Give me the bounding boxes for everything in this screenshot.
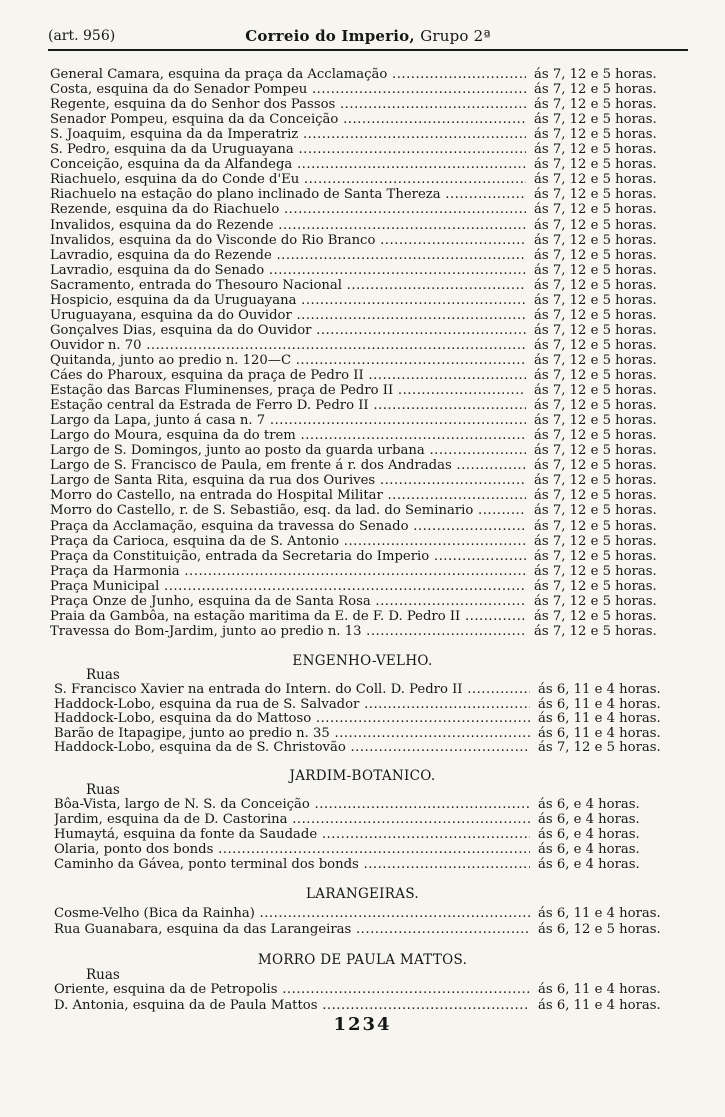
collection-hours: ás 7, 12 e 5 horas. (534, 473, 657, 489)
schedule-row (50, 624, 690, 639)
schedule-row (50, 579, 690, 594)
street-location: Invalidos, esquina da do Visconde do Rio Branco ..... (50, 233, 526, 248)
collection-hours: ás 7, 12 e 5 horas. (534, 352, 657, 368)
schedule-row (54, 697, 690, 712)
schedule-row (50, 112, 690, 127)
street-location: S. Joaquim, esquina da da Imperatriz ..... (50, 127, 526, 142)
street-location: Invalidos, esquina da do Rezende ..... (50, 218, 526, 233)
street-location: Largo do Moura, esquina da do trem ..... (50, 428, 526, 443)
schedule-row (50, 278, 690, 293)
collection-hours: ás 6, e 4 horas. (538, 842, 640, 857)
schedule-row (50, 443, 690, 458)
street-location: Lavradio, esquina da do Senado ..... (50, 263, 526, 278)
street-location: Largo de S. Francisco de Paula, em frente á r. dos Andradas ..... (50, 458, 526, 473)
collection-hours: ás 6, 12 e 5 horas. (538, 921, 661, 937)
schedule-row (50, 534, 690, 549)
schedule-row (54, 682, 690, 697)
schedule-row (50, 398, 690, 413)
street-location: Rezende, esquina da do Riachuelo ..... (50, 202, 526, 217)
street-location: Largo de S. Domingos, junto ao posto da guarda urbana ..... (50, 443, 526, 458)
schedule-row (50, 172, 690, 187)
schedule-row (50, 67, 690, 82)
collection-hours: ás 6, 11 e 4 horas. (538, 725, 661, 741)
collection-hours: ás 7, 12 e 5 horas. (534, 337, 657, 353)
street-location: Haddock-Lobo, esquina da rua de S. Salvador ..... (54, 697, 530, 712)
collection-hours: ás 7, 12 e 5 horas. (534, 518, 657, 534)
ruas-label: Ruas (86, 667, 120, 683)
street-location: Morro do Castello, na entrada do Hospital Militar ..... (50, 488, 526, 503)
collection-hours: ás 7, 12 e 5 horas. (534, 142, 657, 158)
street-location: Largo de Santa Rita, esquina da rua dos Ourives ..... (50, 473, 526, 488)
street-location: Largo da Lapa, junto á casa n. 7 ..... (50, 413, 526, 428)
schedule-row (50, 97, 690, 112)
schedule-row (50, 293, 690, 308)
collection-hours: ás 7, 12 e 5 horas. (534, 307, 657, 323)
schedule-row (50, 202, 690, 217)
schedule-row (54, 906, 690, 921)
ruas-label: Ruas (86, 782, 120, 798)
street-location: Rua Guanabara, esquina da das Larangeiras ..... (54, 922, 530, 937)
collection-hours: ás 7, 12 e 5 horas. (534, 383, 657, 399)
schedule-row (50, 519, 690, 534)
street-location: Lavradio, esquina da do Rezende ..... (50, 248, 526, 263)
collection-hours: ás 7, 12 e 5 horas. (534, 232, 657, 248)
street-location: Regente, esquina da do Senhor dos Passos ..... (50, 97, 526, 112)
schedule-row (50, 413, 690, 428)
section-heading: JARDIM-BOTANICO. (289, 768, 436, 784)
street-location: Praia da Gambôa, na estação maritima da E. de F. D. Pedro II ..... (50, 609, 526, 624)
collection-hours: ás 6, 11 e 4 horas. (538, 982, 661, 997)
schedule-row (54, 711, 690, 726)
street-location: S. Francisco Xavier na entrada do Intern. do Coll. D. Pedro II ..... (54, 682, 530, 697)
schedule-row (50, 594, 690, 609)
collection-hours: ás 7, 12 e 5 horas. (534, 608, 657, 624)
schedule-row (54, 982, 690, 997)
schedule-row (50, 383, 690, 398)
schedule-row (50, 233, 690, 248)
street-location: Praça Onze de Junho, esquina da de Santa Rosa ..... (50, 594, 526, 609)
schedule-row (50, 157, 690, 172)
schedule-row (54, 740, 690, 755)
schedule-row (50, 458, 690, 473)
collection-hours: ás 7, 12 e 5 horas. (534, 443, 657, 459)
street-location: Conceição, esquina da da Alfandega ..... (50, 157, 526, 172)
collection-hours: ás 6, 11 e 4 horas. (538, 682, 661, 697)
collection-hours: ás 7, 12 e 5 horas. (538, 740, 661, 756)
street-location: D. Antonia, esquina da de Paula Mattos ..... (54, 998, 530, 1013)
section-heading: ENGENHO-VELHO. (292, 653, 433, 669)
street-location: Hospicio, esquina da da Uruguayana ..... (50, 293, 526, 308)
schedule-row (50, 609, 690, 624)
section-heading: MORRO DE PAULA MATTOS. (257, 952, 468, 968)
street-location: Oriente, esquina da de Petropolis ..... (54, 982, 530, 997)
collection-hours: ás 7, 12 e 5 horas. (534, 623, 657, 639)
street-location: Praça Municipal ..... (50, 579, 526, 594)
collection-hours: ás 6, e 4 horas. (538, 797, 640, 812)
street-location: S. Pedro, esquina da da Uruguayana ..... (50, 142, 526, 157)
collection-hours: ás 6, e 4 horas. (538, 857, 640, 872)
ruas-label: Ruas (86, 967, 120, 983)
schedule-row (50, 473, 690, 488)
schedule-row (50, 218, 690, 233)
schedule-row (54, 842, 690, 857)
schedule-row (50, 353, 690, 368)
collection-hours: ás 7, 12 e 5 horas. (534, 247, 657, 263)
street-location: General Camara, esquina da praça da Acclamação ..... (50, 67, 526, 82)
schedule-row (50, 368, 690, 383)
collection-hours: ás 7, 12 e 5 horas. (534, 578, 657, 594)
schedule-row (50, 142, 690, 157)
street-location: Ouvidor n. 70 ..... (50, 338, 526, 353)
schedule-row (50, 248, 690, 263)
schedule-row (54, 827, 690, 842)
collection-hours: ás 7, 12 e 5 horas. (534, 398, 657, 414)
schedule-row (50, 488, 690, 503)
street-location: Estação das Barcas Fluminenses, praça de Pedro II ..... (50, 383, 526, 398)
collection-hours: ás 7, 12 e 5 horas. (534, 202, 657, 218)
street-location: Jardim, esquina da de D. Castorina ..... (54, 812, 530, 827)
schedule-row (50, 564, 690, 579)
street-location: Riachuelo, esquina da do Conde d'Eu ..... (50, 172, 526, 187)
collection-hours: ás 6, 11 e 4 horas. (538, 906, 661, 921)
collection-hours: ás 7, 12 e 5 horas. (534, 172, 657, 188)
schedule-row (54, 726, 690, 741)
street-location: Praça da Acclamação, esquina da travessa do Senado ..... (50, 519, 526, 534)
schedule-row (50, 323, 690, 338)
street-location: Estação central da Estrada de Ferro D. Pedro II ..... (50, 398, 526, 413)
collection-hours: ás 7, 12 e 5 horas. (534, 488, 657, 504)
schedule-row (50, 338, 690, 353)
collection-hours: ás 7, 12 e 5 horas. (534, 428, 657, 444)
collection-hours: ás 7, 12 e 5 horas. (534, 458, 657, 474)
schedule-row (54, 998, 690, 1013)
street-location: Travessa do Bom-Jardim, junto ao predio n. 13 ..... (50, 624, 526, 639)
collection-hours: ás 7, 12 e 5 horas. (534, 262, 657, 278)
street-location: Haddock-Lobo, esquina da do Mattoso ..... (54, 711, 530, 726)
collection-hours: ás 7, 12 e 5 horas. (534, 368, 657, 383)
header-rule (48, 49, 688, 51)
street-location: Humaytá, esquina da fonte da Saudade ..... (54, 827, 530, 842)
collection-hours: ás 7, 12 e 5 horas. (534, 112, 657, 128)
street-location: Caminho da Gávea, ponto terminal dos bonds ..... (54, 857, 530, 872)
street-location: Praça da Carioca, esquina da de S. Antonio ..... (50, 534, 526, 549)
street-location: Bôa-Vista, largo de N. S. da Conceição ..... (54, 797, 530, 812)
collection-hours: ás 7, 12 e 5 horas. (534, 322, 657, 338)
collection-hours: ás 6, 11 e 4 horas. (538, 696, 661, 712)
collection-hours: ás 7, 12 e 5 horas. (534, 563, 657, 579)
collection-hours: ás 7, 12 e 5 horas. (534, 157, 657, 173)
article-reference: (art. 956) (48, 28, 116, 44)
collection-hours: ás 7, 12 e 5 horas. (534, 127, 657, 143)
street-location: Costa, esquina da do Senador Pompeu ..... (50, 82, 526, 97)
schedule-row (50, 549, 690, 564)
page-number: 1234 (333, 1014, 392, 1035)
collection-hours: ás 6, e 4 horas. (538, 827, 640, 842)
group-label: Grupo 2ª (420, 27, 491, 45)
collection-hours: ás 7, 12 e 5 horas. (534, 187, 657, 203)
street-location: Quitanda, junto ao predio n. 120—C ..... (50, 353, 526, 368)
street-location: Uruguayana, esquina da do Ouvidor ..... (50, 308, 526, 323)
schedule-row (54, 857, 690, 872)
schedule-row (54, 812, 690, 827)
street-location: Praça da Constituição, entrada da Secretaria do Imperio ..... (50, 549, 526, 564)
collection-hours: ás 6, 11 e 4 horas. (538, 711, 661, 727)
street-location: Haddock-Lobo, esquina da de S. Christovão ..... (54, 740, 530, 755)
schedule-row (54, 922, 690, 937)
street-location: Morro do Castello, r. de S. Sebastião, esq. da lad. do Seminario ..... (50, 503, 526, 518)
collection-hours: ás 7, 12 e 5 horas. (534, 533, 657, 549)
street-location: Barão de Itapagipe, junto ao predio n. 35 ..... (54, 726, 530, 741)
schedule-row (50, 187, 690, 202)
street-location: Senador Pompeu, esquina da da Conceição ..... (50, 112, 526, 127)
collection-hours: ás 7, 12 e 5 horas. (534, 548, 657, 564)
collection-hours: ás 7, 12 e 5 horas. (534, 593, 657, 609)
collection-hours: ás 6, e 4 horas. (538, 812, 640, 827)
collection-hours: ás 7, 12 e 5 horas. (534, 217, 657, 233)
street-location: Gonçalves Dias, esquina da do Ouvidor ..... (50, 323, 526, 338)
street-location: Sacramento, entrada do Thesouro Nacional ..... (50, 278, 526, 293)
schedule-row (50, 503, 690, 518)
collection-hours: ás 7, 12 e 5 horas. (534, 82, 657, 98)
collection-hours: ás 7, 12 e 5 horas. (534, 97, 657, 113)
schedule-row (50, 127, 690, 142)
collection-hours: ás 7, 12 e 5 horas. (534, 277, 657, 293)
street-location: Riachuelo na estação do plano inclinado de Santa Thereza ..... (50, 187, 526, 202)
page-title (48, 26, 688, 46)
collection-hours: ás 7, 12 e 5 horas. (534, 67, 657, 82)
collection-hours: ás 6, 11 e 4 horas. (538, 997, 661, 1013)
street-location: Olaria, ponto dos bonds ..... (54, 842, 530, 857)
street-location: Cáes do Pharoux, esquina da praça de Pedro II ..... (50, 368, 526, 383)
page-header (48, 26, 688, 46)
collection-hours: ás 7, 12 e 5 horas. (534, 413, 657, 429)
publication-title: Correio do Imperio, (245, 27, 415, 45)
schedule-row (50, 308, 690, 323)
schedule-row (50, 428, 690, 443)
schedule-row (50, 82, 690, 97)
collection-hours: ás 7, 12 e 5 horas. (534, 292, 657, 308)
street-location: Praça da Harmonia ..... (50, 564, 526, 579)
schedule-row (50, 263, 690, 278)
street-location: Cosme-Velho (Bica da Rainha) ..... (54, 906, 530, 921)
collection-hours: ás 7, 12 e 5 horas. (534, 503, 657, 519)
section-heading: LARANGEIRAS. (306, 886, 419, 902)
schedule-row (54, 797, 690, 812)
